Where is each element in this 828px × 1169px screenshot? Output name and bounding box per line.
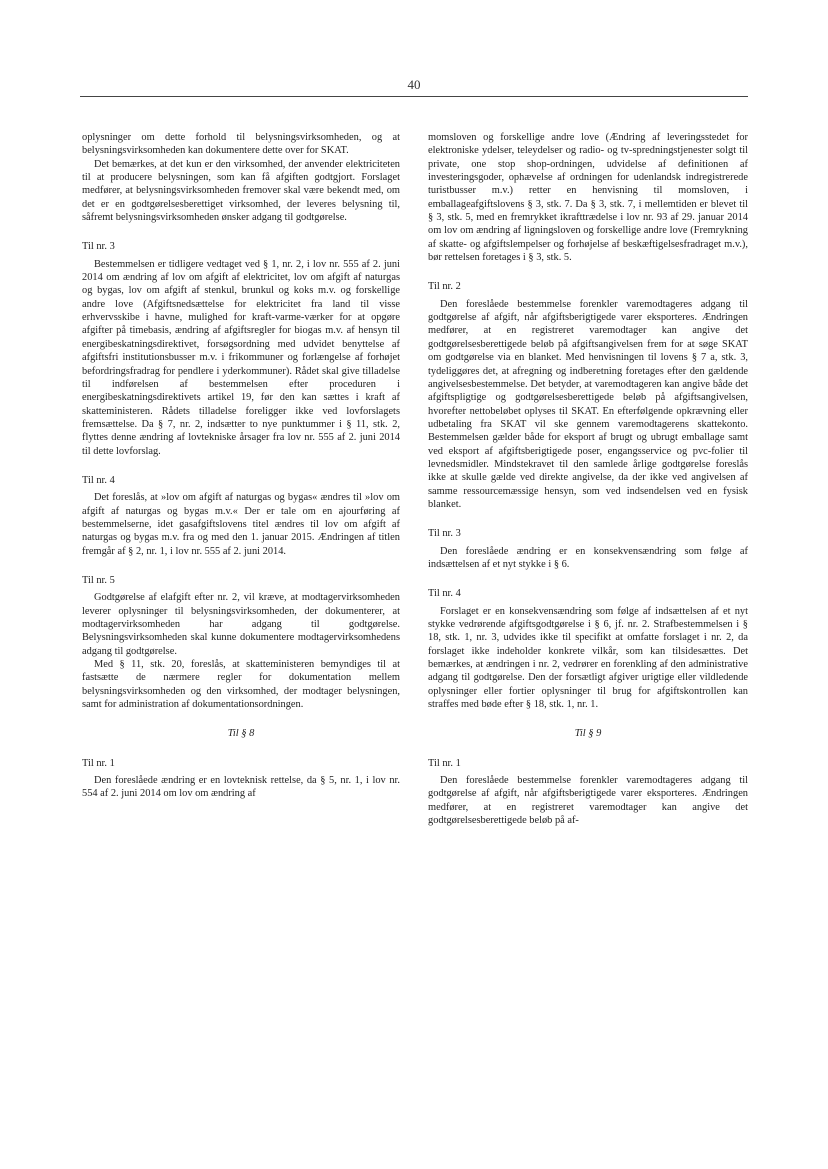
body-paragraph: Med § 11, stk. 20, foreslås, at skatteministeren bemyndiges til at fastsætte de nærmere regler for dokumentation mellem belysningsvirksomheden og den virksomhed, der modtager belysningen, samt for administration af dokumentationsordningen. bbox=[82, 659, 400, 711]
body-paragraph: Den foreslåede bestemmelse forenkler varemodtageres adgang til godtgørelse af afgift, når afgiftsberigtigede varer eksporteres. Ændringen medfører, at en registreret varemodtager kan angive det godtgørelsesberettigede beløb på af- bbox=[428, 775, 748, 827]
section-heading: Til nr. 2 bbox=[428, 281, 461, 293]
paragraph-title: Til § 9 bbox=[574, 728, 602, 740]
header-rule bbox=[80, 96, 748, 97]
body-paragraph: oplysninger om dette forhold til belysningsvirksomheden, og at belysningsvirksomheden kan dokumentere dette over for SKAT. bbox=[82, 132, 400, 157]
left-column bbox=[82, 131, 400, 801]
section-heading: Til nr. 3 bbox=[428, 528, 461, 540]
body-paragraph: Den foreslåede ændring er en lovteknisk rettelse, da § 5, nr. 1, i lov nr. 554 af 2. juni 2014 om lov om ændring af bbox=[82, 775, 400, 800]
section-heading: Til nr. 4 bbox=[428, 588, 461, 600]
body-paragraph: Bestemmelsen er tidligere vedtaget ved § 1, nr. 2, i lov nr. 555 af 2. juni 2014 om ændring af lov om afgift af elektricitet, lov om afgift af naturgas og bygas, lov om afgift af stenkul, brunkul og koks m.v. og forskellige andre love (Afgiftsnedsættelse for elektricitet fra land til visse erhvervsskibe i havne, mulighed for kraft-varme-værker for at opgøre afgifter på timebasis, ændring af afgiftsregler for biogas m.v. af hensyn til energibeskatningsdirektivet, forsøgsordning med udvidet benyttelse af afgiftsfri institutionsbusser m.v. i frikommuner og forlængelse af forhøjet befordringsfradrag for pendlere i yderkommuner). Rådet skal give tilladelse til indførelsen af bestemmelsen efter proceduren i energibeskatningsdirektivets artikel 19, før den kan sættes i kraft af skatteministeren. Rådets tilladelse foreligger ikke ved lovforslagets fremsættelse. Da § 7, nr. 2, indsætter to nye punktummer i § 11, stk. 2, flyttes denne ændring af lovtekniske årsager fra lov nr. 555 af 2. juni 2014 til dette lovforslag. bbox=[82, 258, 400, 457]
body-paragraph: Den foreslåede bestemmelse forenkler varemodtageres adgang til godtgørelse af afgift, når afgiftsberigtigede varer eksporteres. Ændringen medfører, at en registreret varemodtager kan angive det godtgørelsesberettigede beløb på afgiftsangivelsen frem for at søge SKAT om godtgørelse via en blanket. Med henvisningen til lovens § 7 a, stk. 3, tydeliggøres det, at afregning og indberetning foretages efter den gældende angivelsesbestemmelse. Det betyder, at varemodtageren kan angive både det afgiftspligtige og godtgørelsesberettigede beløb på afgiftsangivelsen, hvorefter nettobeløbet oplyses til SKAT. En efterfølgende opkrævning eller udbetaling fra SKAT vil ske gennem varemodtagerens skattekonto. Bestemmelsen gælder både for eksport af brugt og ubrugt emballage samt ved eksport af afgiftsberigtigede poser, engangsservice og pvc-folier til levnedsmidler. Mindstekravet til den samlede årlige godtgørelse foreslås ikke at skulle gælde ved direkte angivelse, da der ikke ved angivelsen af samme ressourcemæssige hensyn, som ved indsendelsen ved en fysisk blanket. bbox=[428, 298, 748, 510]
section-heading: Til nr. 1 bbox=[428, 757, 461, 769]
section-heading: Til nr. 3 bbox=[82, 241, 115, 253]
section-heading: Til nr. 5 bbox=[82, 574, 115, 586]
body-paragraph: Den foreslåede ændring er en konsekvensændring som følge af indsættelsen af et nyt stykke i § 6. bbox=[428, 545, 748, 570]
body-paragraph: Det foreslås, at »lov om afgift af naturgas og bygas« ændres til »lov om afgift af naturgas og bygas m.v.« Der er tale om en ajourføring af bestemmelserne, idet gasafgiftslovens titel ændres til lov om afgift af naturgas og bygas m.v. fra og med den 1. januar 2015. Ændringen af titlen fremgår af § 2, nr. 1, i lov nr. 555 af 2. juni 2014. bbox=[82, 492, 400, 557]
body-paragraph: momsloven og forskellige andre love (Ændring af leveringsstedet for elektroniske ydelser, teleydelser og radio- og tv-spredningstjenester solgt til private, one stop shop-ordningen, udvidelse af definitionen af investeringsgoder, ophævelse af ordningen for udenlandsk indregistrerede turistbusser m.v.) retter en henvisning til momsloven, i emballageafgiftslovens § 3, stk. 7. Da § 3, stk. 7, i mellemtiden er blevet til § 3, stk. 5, med en fremrykket ikrafttrædelse i lov nr. 93 af 29. januar 2014 om lov om ændring af ligningsloven og forskellige andre love (Fremrykning af skatte- og afgiftslempelser og forhøjelse af beskæftigelsesfradraget m.v.), bør rettelsen foretages i § 3, stk. 5. bbox=[428, 132, 748, 264]
body-paragraph: Forslaget er en konsekvensændring som følge af indsættelsen af et nyt stykke vedrørende afgiftsgodtgørelse i § 6, jf. nr. 2. Strafbestemmelsen i § 18, stk. 1, nr. 3, udvides ikke til specifikt at omfatte forslaget i nr. 2, da forslaget ikke indeholder konkrete vilkår, som kan tilsidesættes. Det bemærkes, at ændringen i nr. 2, vedrører en forenkling af den administrative adgang til godtgørelse. Den der forsætligt afgiver urigtige eller vildledende oplysninger eller fortier oplysninger til brug for afgiftskontrollen kan straffes med bøde efter § 18, stk. 1, nr. 1. bbox=[428, 605, 748, 711]
page-number: 40 bbox=[407, 77, 421, 92]
paragraph-title: Til § 8 bbox=[227, 728, 255, 740]
body-paragraph: Det bemærkes, at det kun er den virksomhed, der anvender elektriciteten til at producere belysningen, som kan få afgiften godtgjort. Forslaget medfører, at belysningsvirksomheden fremover skal være bekendt med, om det er en godtgørelsesberettiget virksomhed, der leveres belysning til, såfremt belysningsvirksomheden ønsker adgang til godtgørelse. bbox=[82, 158, 400, 224]
section-heading: Til nr. 1 bbox=[82, 757, 115, 769]
section-heading: Til nr. 4 bbox=[82, 474, 115, 486]
body-paragraph: Godtgørelse af elafgift efter nr. 2, vil kræve, at modtagervirksomheden leverer oplysninger til belysningsvirksomheden, der dokumenterer, at modtagervirksomheden har adgang til godtgørelse. Belysningsvirksomheden skal kunne dokumentere modtagervirksomhedens adgang til godtgørelse. bbox=[82, 592, 400, 657]
right-column bbox=[428, 131, 748, 827]
